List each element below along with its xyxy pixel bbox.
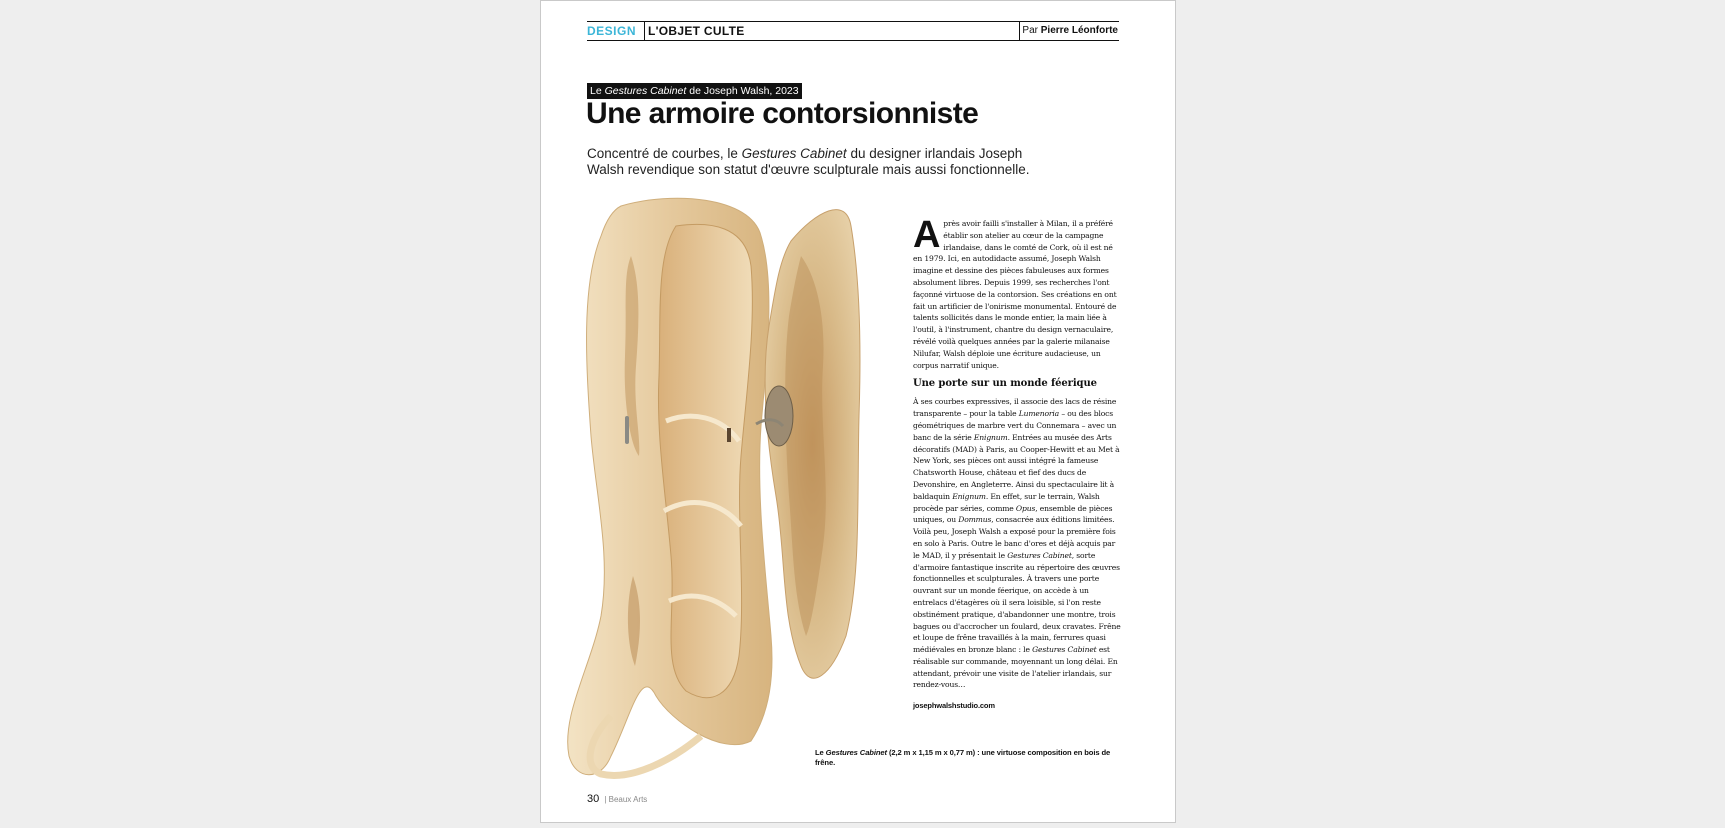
text-run: À ses courbes expressives, il associe des lacs de résine transparente – pour la table	[913, 397, 1117, 419]
text-run: . Entrées au musée des Arts décoratifs (MAD) à Paris, au Cooper-Hewitt et au Met à New York, ses pièces ont aussi intégré la fameuse Chatsworth House, château et fief des ducs de Devonshire, en Angleterre. Ainsi du spectaculaire lit à baldaquin	[913, 432, 1120, 501]
text-run: . En effet, sur le terrain, Walsh procède par séries, comme	[913, 491, 1100, 513]
magazine-name: | Beaux Arts	[604, 795, 648, 804]
text-run-italic: Enignum	[973, 432, 1008, 442]
magazine-page	[540, 0, 1176, 823]
byline	[1022, 25, 1118, 36]
text-run-italic: Lumenoria	[1018, 409, 1060, 419]
text-run-italic: Gestures Cabinet	[1007, 550, 1072, 560]
article-title: Une armoire contorsionniste	[586, 97, 979, 130]
header-bottom-rule	[587, 40, 1119, 41]
text-run: est réalisable sur commande, moyennant un long délai. En attendant, prévoir une visite de l'atelier irlandais, sur rendez-vous…	[913, 645, 1118, 690]
article-deck	[587, 146, 1047, 178]
text-run-italic: Enignum	[952, 491, 986, 501]
article-body	[913, 214, 1121, 712]
byline-prefix: Par	[1022, 25, 1038, 36]
cabinet-interior	[658, 224, 752, 697]
kicker-pre: Le	[590, 85, 602, 97]
deck-part2: du designer irlandais Joseph Walsh revendique son statut d'œuvre sculpturale mais aussi fonctionnelle.	[587, 146, 1030, 177]
photo-caption	[815, 748, 1125, 768]
caption-work: Gestures Cabinet	[825, 748, 887, 757]
paragraph-2	[913, 396, 1121, 691]
page-number: 30	[587, 793, 600, 805]
caption-pre: Le	[815, 748, 826, 757]
website-link[interactable]: josephwalshstudio.com	[913, 701, 995, 711]
paragraph-1-text: près avoir failli s'installer à Milan, il a préféré établir son atelier au cœur de la campagne irlandaise, dans le comté de Cork, où il est né en 1979. Ici, en autodidacte assumé, Joseph Walsh imagine et dessine des pièces fabuleuses aux formes absolument libres. Depuis 1999, ses recherches l'ont façonné virtuose de la contorsion. Ses créations en ont fait un artificier de l'onirisme monumental. Entouré de talents sollicités dans le monde entier, la main liée à l'outil, à l'instrument, chantre du design vernaculaire, révélé voilà quelques années par la galerie milanaise Nilufar, Walsh déploie une écriture audacieuse, un corpus narratif unique.	[913, 219, 1117, 370]
text-run: , ensemble de pièces uniques, ou	[913, 503, 1113, 525]
folio	[587, 793, 647, 805]
header-separator	[644, 21, 645, 41]
text-run-italic: Opus	[1015, 503, 1036, 513]
text-run-italic: Dommus	[958, 515, 992, 525]
header-top-rule	[587, 21, 1119, 22]
text-run-italic: Gestures Cabinet	[1032, 645, 1097, 655]
cabinet-photo	[561, 196, 931, 781]
rubric-label: DESIGN	[587, 24, 637, 38]
caption-post: (2,2 m x 1,15 m x 0,77 m) : une virtuose composition en bois de frêne.	[815, 748, 1111, 767]
subheading: Une porte sur un monde féerique	[913, 378, 1097, 390]
author-name: Pierre Léonforte	[1040, 25, 1118, 36]
text-run: , consacrée aux éditions limitées. Voilà peu, Joseph Walsh a exposé pour la première fois en solo à Paris. Outre le banc d'ores et déjà acquis par le MAD, il y présentait le	[913, 515, 1116, 560]
header-separator	[1019, 21, 1020, 41]
section-label: L'OBJET CULTE	[648, 24, 745, 38]
kicker-post: de Joseph Walsh, 2023	[689, 85, 799, 97]
dropcap: A	[913, 214, 941, 256]
kicker-work: Gestures Cabinet	[604, 85, 687, 97]
text-run: – ou des blocs géométriques de marbre vert du Connemara – avec un banc de la série	[913, 409, 1117, 442]
text-run: , sorte d'armoire fantastique inscrite au répertoire des œuvres fonctionnelles et sculpturales. À travers une porte ouvrant sur un monde féerique, on accède à un entrelacs d'étagères où il sera loisible, si l'on reste obstinément pratique, d'abandonner une montre, trois bagues ou d'accrocher un foulard, deux cravates. Frêne et loupe de frêne travaillés à la main, ferrures quasi médiévales en bronze blanc : le	[913, 550, 1121, 655]
deck-work: Gestures Cabinet	[741, 146, 847, 161]
paragraph-1	[913, 214, 1121, 371]
deck-part1: Concentré de courbes, le	[587, 146, 738, 161]
